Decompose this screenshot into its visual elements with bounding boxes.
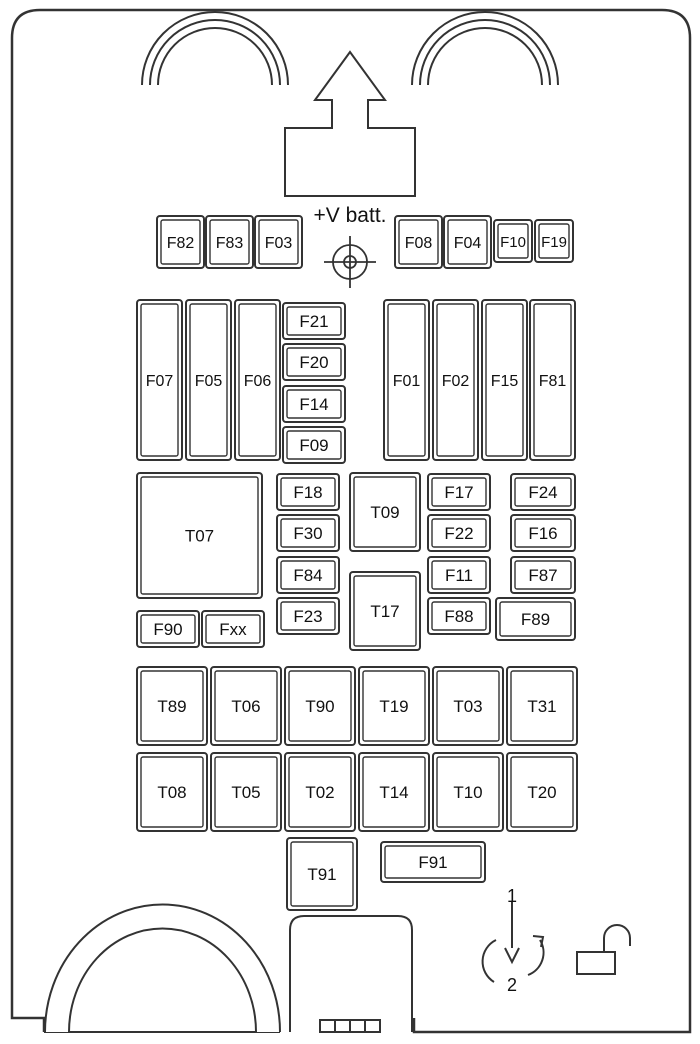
relay-t07 [137,473,262,598]
relay-t03 [433,667,503,745]
fuse-f89 [496,598,575,640]
relay-label-t31: T31 [527,697,557,716]
fuse-label-f83: F83 [215,235,244,252]
relay-t19 [359,667,429,745]
relay-label-t08: T08 [157,783,187,802]
fuse-label-f21: F21 [299,312,329,331]
latch-tab [290,916,412,1032]
fuse-f81 [530,300,575,460]
fuse-label-f10: F10 [500,234,526,251]
fuse-label-f23: F23 [293,607,323,626]
relay-label-t20: T20 [527,783,557,802]
fuse-f17 [428,474,490,510]
fuse-label-f06: F06 [243,373,272,390]
relay-label-t17: T17 [370,602,400,621]
fuse-f20 [283,344,345,380]
relay-label-t19: T19 [379,697,409,716]
relay-label-t91: T91 [307,865,337,884]
relay-t02 [285,753,355,831]
fuse-label-f09: F09 [299,436,329,455]
fuse-label-f90: F90 [153,620,183,639]
clip-arch-left [150,20,280,85]
rotate-icon [483,902,544,982]
fuse-label-f01: F01 [392,373,421,390]
fuse-label-f20: F20 [299,353,329,372]
fuse-label-f04: F04 [453,235,482,252]
relay-t14 [359,753,429,831]
crosshair-icon [324,236,376,288]
relay-t10 [433,753,503,831]
relay-label-t03: T03 [453,697,483,716]
fuse-f05 [186,300,231,460]
fuse-label-f02: F02 [441,373,470,390]
fuse-label-f88: F88 [444,607,474,626]
relay-label-t07: T07 [184,526,215,546]
fuse-f14 [283,386,345,422]
fuse-f84 [277,557,339,593]
fuse-f02 [433,300,478,460]
fuse-label-f82: F82 [166,235,195,252]
fuse-label-f17: F17 [444,483,474,502]
fuse-label-f30: F30 [293,524,323,543]
relay-label-t10: T10 [453,783,483,802]
fuse-label-f91: F91 [418,853,448,872]
relay-label-t90: T90 [305,697,335,716]
fuse-label-f07: F07 [145,373,174,390]
relay-t90 [285,667,355,745]
fuse-f09 [283,427,345,463]
relay-t89 [137,667,207,745]
relay-label-t06: T06 [231,697,261,716]
relay-t05 [211,753,281,831]
relay-t31 [507,667,577,745]
fuse-label-f24: F24 [528,483,558,502]
fuse-label-f08: F08 [404,235,433,252]
relay-t20 [507,753,577,831]
fuse-f22 [428,515,490,551]
mount-arch-bottom [57,916,268,1032]
fuse-label-f19: F19 [541,234,567,251]
fuse-f15 [482,300,527,460]
fuse-f21 [283,303,345,339]
relay-label-t02: T02 [305,783,335,802]
fuse-f10 [494,220,532,262]
relay-label-t89: T89 [157,697,187,716]
relay-t06 [211,667,281,745]
fuse-label-f03: F03 [264,235,293,252]
fuse-f83 [206,216,253,268]
fuse-f90 [137,611,199,647]
fuse-f04 [444,216,491,268]
fuse-f11 [428,557,490,593]
fuse-label-f15: F15 [490,373,519,390]
clip-arch-right [420,20,550,85]
fuse-f19 [535,220,573,262]
relay-t09 [350,473,420,551]
unlock-icon [577,925,630,974]
relay-t08 [137,753,207,831]
fuse-f24 [511,474,575,510]
rotation-step-1: 1 [506,886,518,906]
fuse-f16 [511,515,575,551]
fuse-f87 [511,557,575,593]
fuse-label-f89: F89 [520,610,551,629]
fuse-f03 [255,216,302,268]
arrow-up-icon [285,52,415,196]
fuse-f18 [277,474,339,510]
fuse-f88 [428,598,490,634]
fuse-label-f81: F81 [538,373,567,390]
battery-label: +V batt. [313,204,387,227]
relay-label-t09: T09 [370,503,400,522]
fuse-label-f14: F14 [299,395,329,414]
fuse-label-f18: F18 [293,483,323,502]
relay-label-t05: T05 [231,783,261,802]
fuse-label-f87: F87 [528,566,558,585]
rotation-step-2: 2 [506,975,518,995]
fuse-label-f22: F22 [444,524,474,543]
relay-label-t14: T14 [379,783,409,802]
fuse-f91 [381,842,485,882]
fuse-label-f11: F11 [444,566,474,585]
fuse-label-fxx: Fxx [219,620,247,639]
fuse-f06 [235,300,280,460]
fuse-f30 [277,515,339,551]
relay-t17 [350,572,420,650]
fuse-f08 [395,216,442,268]
fuse-label-f16: F16 [528,524,558,543]
fuse-f07 [137,300,182,460]
fuse-label-f05: F05 [194,373,223,390]
fuse-label-f84: F84 [293,566,323,585]
fuse-f01 [384,300,429,460]
fuse-fxx [202,611,264,647]
relay-t91 [287,838,357,910]
fuse-f82 [157,216,204,268]
fuse-f23 [277,598,339,634]
